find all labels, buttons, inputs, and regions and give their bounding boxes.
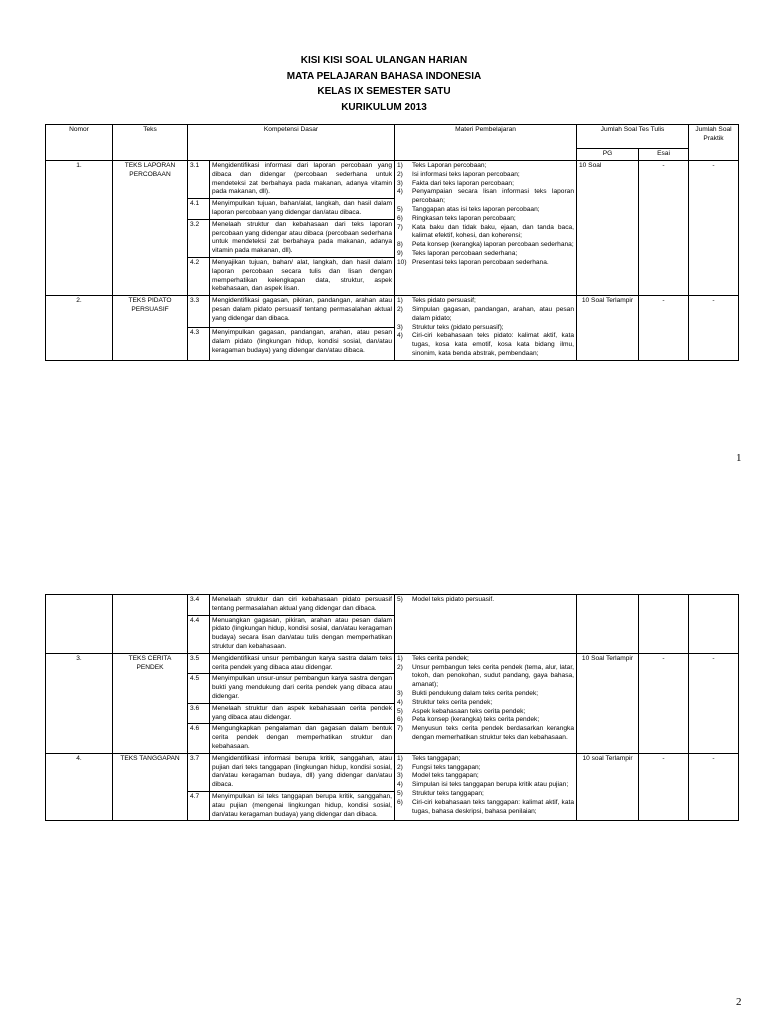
materi-list	[397, 655, 574, 743]
esai-count: -	[639, 296, 689, 361]
kd-code: 3.1	[188, 161, 210, 199]
list-item: 4) Penyampaian secara lisan informasi teks laporan percobaan;	[397, 188, 574, 205]
kd-code: 3.2	[188, 219, 210, 257]
kd-text: Menelaah struktur dan kebahasaan dari teks laporan percobaan yang didengar atau dibaca (percobaan sederhana untuk mendeteksi zat berbahaya pada makanan, adanya vitamin pada makanan, dll).	[210, 219, 395, 257]
list-item: 2) Simpulan gagasan, pandangan, arahan, atau pesan dalam pidato;	[397, 305, 574, 322]
materi-cell	[395, 161, 577, 296]
pg-count	[577, 595, 639, 654]
materi-list	[397, 297, 574, 359]
list-item: 1) Teks cerita pendek;	[397, 654, 469, 662]
title-line-3: KELAS IX SEMESTER SATU	[317, 86, 451, 97]
kd-text: Mengidentifikasi unsur pembangun karya sastra dalam teks cerita pendek yang dibaca atau didengar.	[210, 653, 395, 674]
row-number: 1.	[46, 161, 113, 296]
list-item: 8) Peta konsep (kerangka) laporan percobaan sederhana;	[397, 241, 574, 249]
header-kompetensi-dasar: Kompetensi Dasar	[188, 125, 395, 161]
kd-code: 4.1	[188, 199, 210, 220]
praktik-count	[689, 595, 739, 654]
list-item: 6) Ciri-ciri kebahasaan teks tanggapan: kalimat aktif, kata tugas, bahasa deskripsi, bahasa penilaian;	[397, 798, 575, 815]
praktik-count: -	[689, 653, 739, 753]
materi-cell	[395, 753, 577, 821]
list-item: 6) Peta konsep (kerangka) teks cerita pendek;	[397, 716, 540, 724]
header-teks: Teks	[113, 125, 188, 161]
list-item: 5) Model teks pidato persuasif.	[397, 596, 495, 603]
kd-code: 4.5	[188, 674, 210, 703]
kd-text: Menyimpulkan unsur-unsur pembangun karya sastra dengan bukti yang mendukung dari cerita pendek yang dibaca atau didengar.	[210, 674, 395, 703]
materi-list	[397, 755, 574, 817]
row-teks: TEKS CERITA PENDEK	[113, 653, 188, 753]
kd-text: Menelaah struktur dan aspek kebahasaan cerita pendek yang dibaca atau didengar.	[210, 703, 395, 724]
list-item: 1) Teks tanggapan;	[397, 754, 461, 762]
kd-code: 4.7	[188, 791, 210, 820]
kd-text: Menuangkan gagasan, pikiran, arahan atau pesan dalam pidato (lingkungan hidup, kondisi sosial, dan/atau keragaman budaya) secara lisan dan/atau tulis dengan memperhatikan struktur dan kebahasaan.	[210, 615, 395, 653]
kd-code: 3.5	[188, 653, 210, 674]
header-nomor: Nomor	[46, 125, 113, 161]
list-item: 9) Teks laporan percobaan sederhana;	[397, 249, 518, 257]
list-item: 6) Ringkasan teks laporan percobaan;	[397, 214, 516, 222]
kd-text: Menelaah struktur dan ciri kebahasaan pidato persuasif tentang permasalahan aktual yang didengar dan dibaca.	[210, 595, 395, 616]
kd-text: Menyimpulkan tujuan, bahan/alat, langkah, dan hasil dalam laporan percobaan yang didengar dan/atau dibaca.	[210, 199, 395, 220]
list-item: 7) Menyusun teks cerita pendek berdasarkan kerangka dengan memerhatikan struktur teks dan kebahasaan.	[397, 725, 575, 741]
kd-text: Mengungkapkan pengalaman dan gagasan dalam bentuk cerita pendek dengan memperhatikan struktur dan kebahasaan.	[210, 724, 395, 753]
header-pg: PG	[577, 149, 639, 161]
row-teks	[113, 595, 188, 654]
materi-cell	[395, 653, 577, 753]
list-item: 4) Simpulan isi teks tanggapan berupa kritik atau pujian;	[397, 781, 569, 789]
table-row	[46, 296, 739, 328]
row-number: 2.	[46, 296, 113, 361]
page-number-2: 2	[736, 996, 742, 1008]
kisi-table-page-1	[45, 124, 739, 361]
header-esai: Esai	[639, 149, 689, 161]
page-number-1: 1	[736, 452, 742, 464]
title-line-1: KISI KISI SOAL ULANGAN HARIAN	[300, 55, 468, 66]
list-item: 4) Struktur teks cerita pendek;	[397, 698, 493, 706]
row-number: 3.	[46, 653, 113, 753]
pg-count: 10 soal Terlampir	[577, 753, 639, 821]
header-materi: Materi Pembelajaran	[395, 125, 577, 161]
kd-text: Mengidentifikasi informasi dari laporan percobaan yang dibaca dan didengar (percobaan sederhana untuk mendeteksi zat berbahaya pada makanan, adanya vitamin pada makanan, dll).	[210, 161, 395, 199]
table-row	[46, 161, 739, 199]
kd-code: 4.4	[188, 615, 210, 653]
praktik-count: -	[689, 753, 739, 821]
row-teks: TEKS TANGGAPAN	[113, 753, 188, 821]
materi-cell	[395, 595, 577, 654]
kd-text: Mengidentifikasi gagasan, pikiran, pandangan, arahan atau pesan dalam pidato persuasif tentang permasalahan aktual yang didengar dan dibaca.	[210, 296, 395, 328]
list-item: 4) Ciri-ciri kebahasaan teks pidato: kalimat aktif, kata tugas, kosa kata emotif, kosa kata bidang ilmu, sinonim, kata benda abstrak, pembendaan;	[397, 332, 574, 357]
table-row	[46, 595, 739, 616]
kd-code: 4.3	[188, 328, 210, 360]
kd-text: Menyimpulkan isi teks tanggapan berupa kritik, sanggahan, atau pujian (mengenai lingkungan hidup, kondisi sosial, dan/atau keragaman budaya) yang didengar dan dibaca.	[210, 791, 395, 820]
list-item: 5) Aspek kebahasaan teks cerita pendek;	[397, 707, 526, 715]
list-item: 3) Model teks tanggapan;	[397, 772, 479, 780]
list-item: 10) Presentasi teks laporan percobaan sederhana.	[397, 258, 549, 266]
list-item: 3) Fakta dari teks laporan percobaan;	[397, 179, 514, 187]
kisi-table-page-2	[45, 594, 739, 821]
row-teks: TEKS PIDATO PERSUASIF	[113, 296, 188, 361]
list-item: 1) Teks pidato persuasif;	[397, 297, 476, 305]
praktik-count: -	[689, 161, 739, 296]
kd-text: Menyajikan tujuan, bahan/ alat, langkah, dan hasil dalam laporan percobaan secara tulis dan lisan dengan memperhatikan kelengkapan data, struktur, aspek kebahasaan, dan aspek lisan.	[210, 257, 395, 295]
list-item: 3) Struktur teks (pidato persuasif);	[397, 323, 504, 331]
pg-count: 10 Soal Terlampir	[577, 653, 639, 753]
document-title	[0, 53, 768, 115]
row-number: 4.	[46, 753, 113, 821]
materi-list	[397, 596, 574, 605]
title-line-4: KURIKULUM 2013	[341, 101, 427, 113]
kd-code: 3.3	[188, 296, 210, 328]
row-teks: TEKS LAPORAN PERCOBAAN	[113, 161, 188, 296]
list-item: 1) Teks Laporan percobaan;	[397, 162, 487, 169]
materi-list	[397, 162, 574, 268]
list-item: 5) Struktur teks tanggapan;	[397, 789, 484, 797]
kd-code: 3.7	[188, 753, 210, 791]
header-praktik: Jumlah Soal Praktik	[689, 125, 739, 161]
row-number	[46, 595, 113, 654]
kd-code: 4.6	[188, 724, 210, 753]
materi-cell	[395, 296, 577, 361]
list-item: 2) Isi informasi teks laporan percobaan;	[397, 170, 520, 178]
list-item: 2) Fungsi teks tanggapan;	[397, 763, 481, 771]
esai-count: -	[639, 653, 689, 753]
kd-code: 3.4	[188, 595, 210, 616]
kd-text: Menyimpulkan gagasan, pandangan, arahan, atau pesan dalam pidato (lingkungan hidup, kondisi sosial, dan/atau keragaman budaya) yang didengar dan/atau dibaca.	[210, 328, 395, 360]
header-jumlah-tulis: Jumlah Soal Tes Tulis	[577, 125, 689, 149]
esai-count	[639, 595, 689, 654]
table-row	[46, 653, 739, 674]
list-item: 3) Bukti pendukung dalam teks cerita pendek;	[397, 689, 539, 697]
table-row	[46, 753, 739, 791]
praktik-count: -	[689, 296, 739, 361]
list-item: 5) Tanggapan atas isi teks laporan percobaan;	[397, 205, 540, 213]
list-item: 7) Kata baku dan tidak baku, ejaan, dan tanda baca, kalimat efektif, kohesi, dan koherensi;	[397, 223, 574, 240]
esai-count: -	[639, 753, 689, 821]
kd-code: 3.6	[188, 703, 210, 724]
kd-text: Mengidentifikasi informasi berupa kritik, sanggahan, atau pujian dari teks tanggapan (lingkungan hidup, kondisi sosial, dan/atau keragaman budaya, dll) yang didengar dan/atau dibaca.	[210, 753, 395, 791]
esai-count: -	[639, 161, 689, 296]
pg-count: 10 Soal	[577, 161, 639, 296]
pg-count: 10 Soal Terlampir	[577, 296, 639, 361]
kd-code: 4.2	[188, 257, 210, 295]
list-item: 2) Unsur pembangun teks cerita pendek (tema, alur, latar, tokoh, dan penokohan, sudut pandang, gaya bahasa, amanat);	[397, 663, 575, 689]
title-line-2: MATA PELAJARAN BAHASA INDONESIA	[286, 70, 482, 82]
